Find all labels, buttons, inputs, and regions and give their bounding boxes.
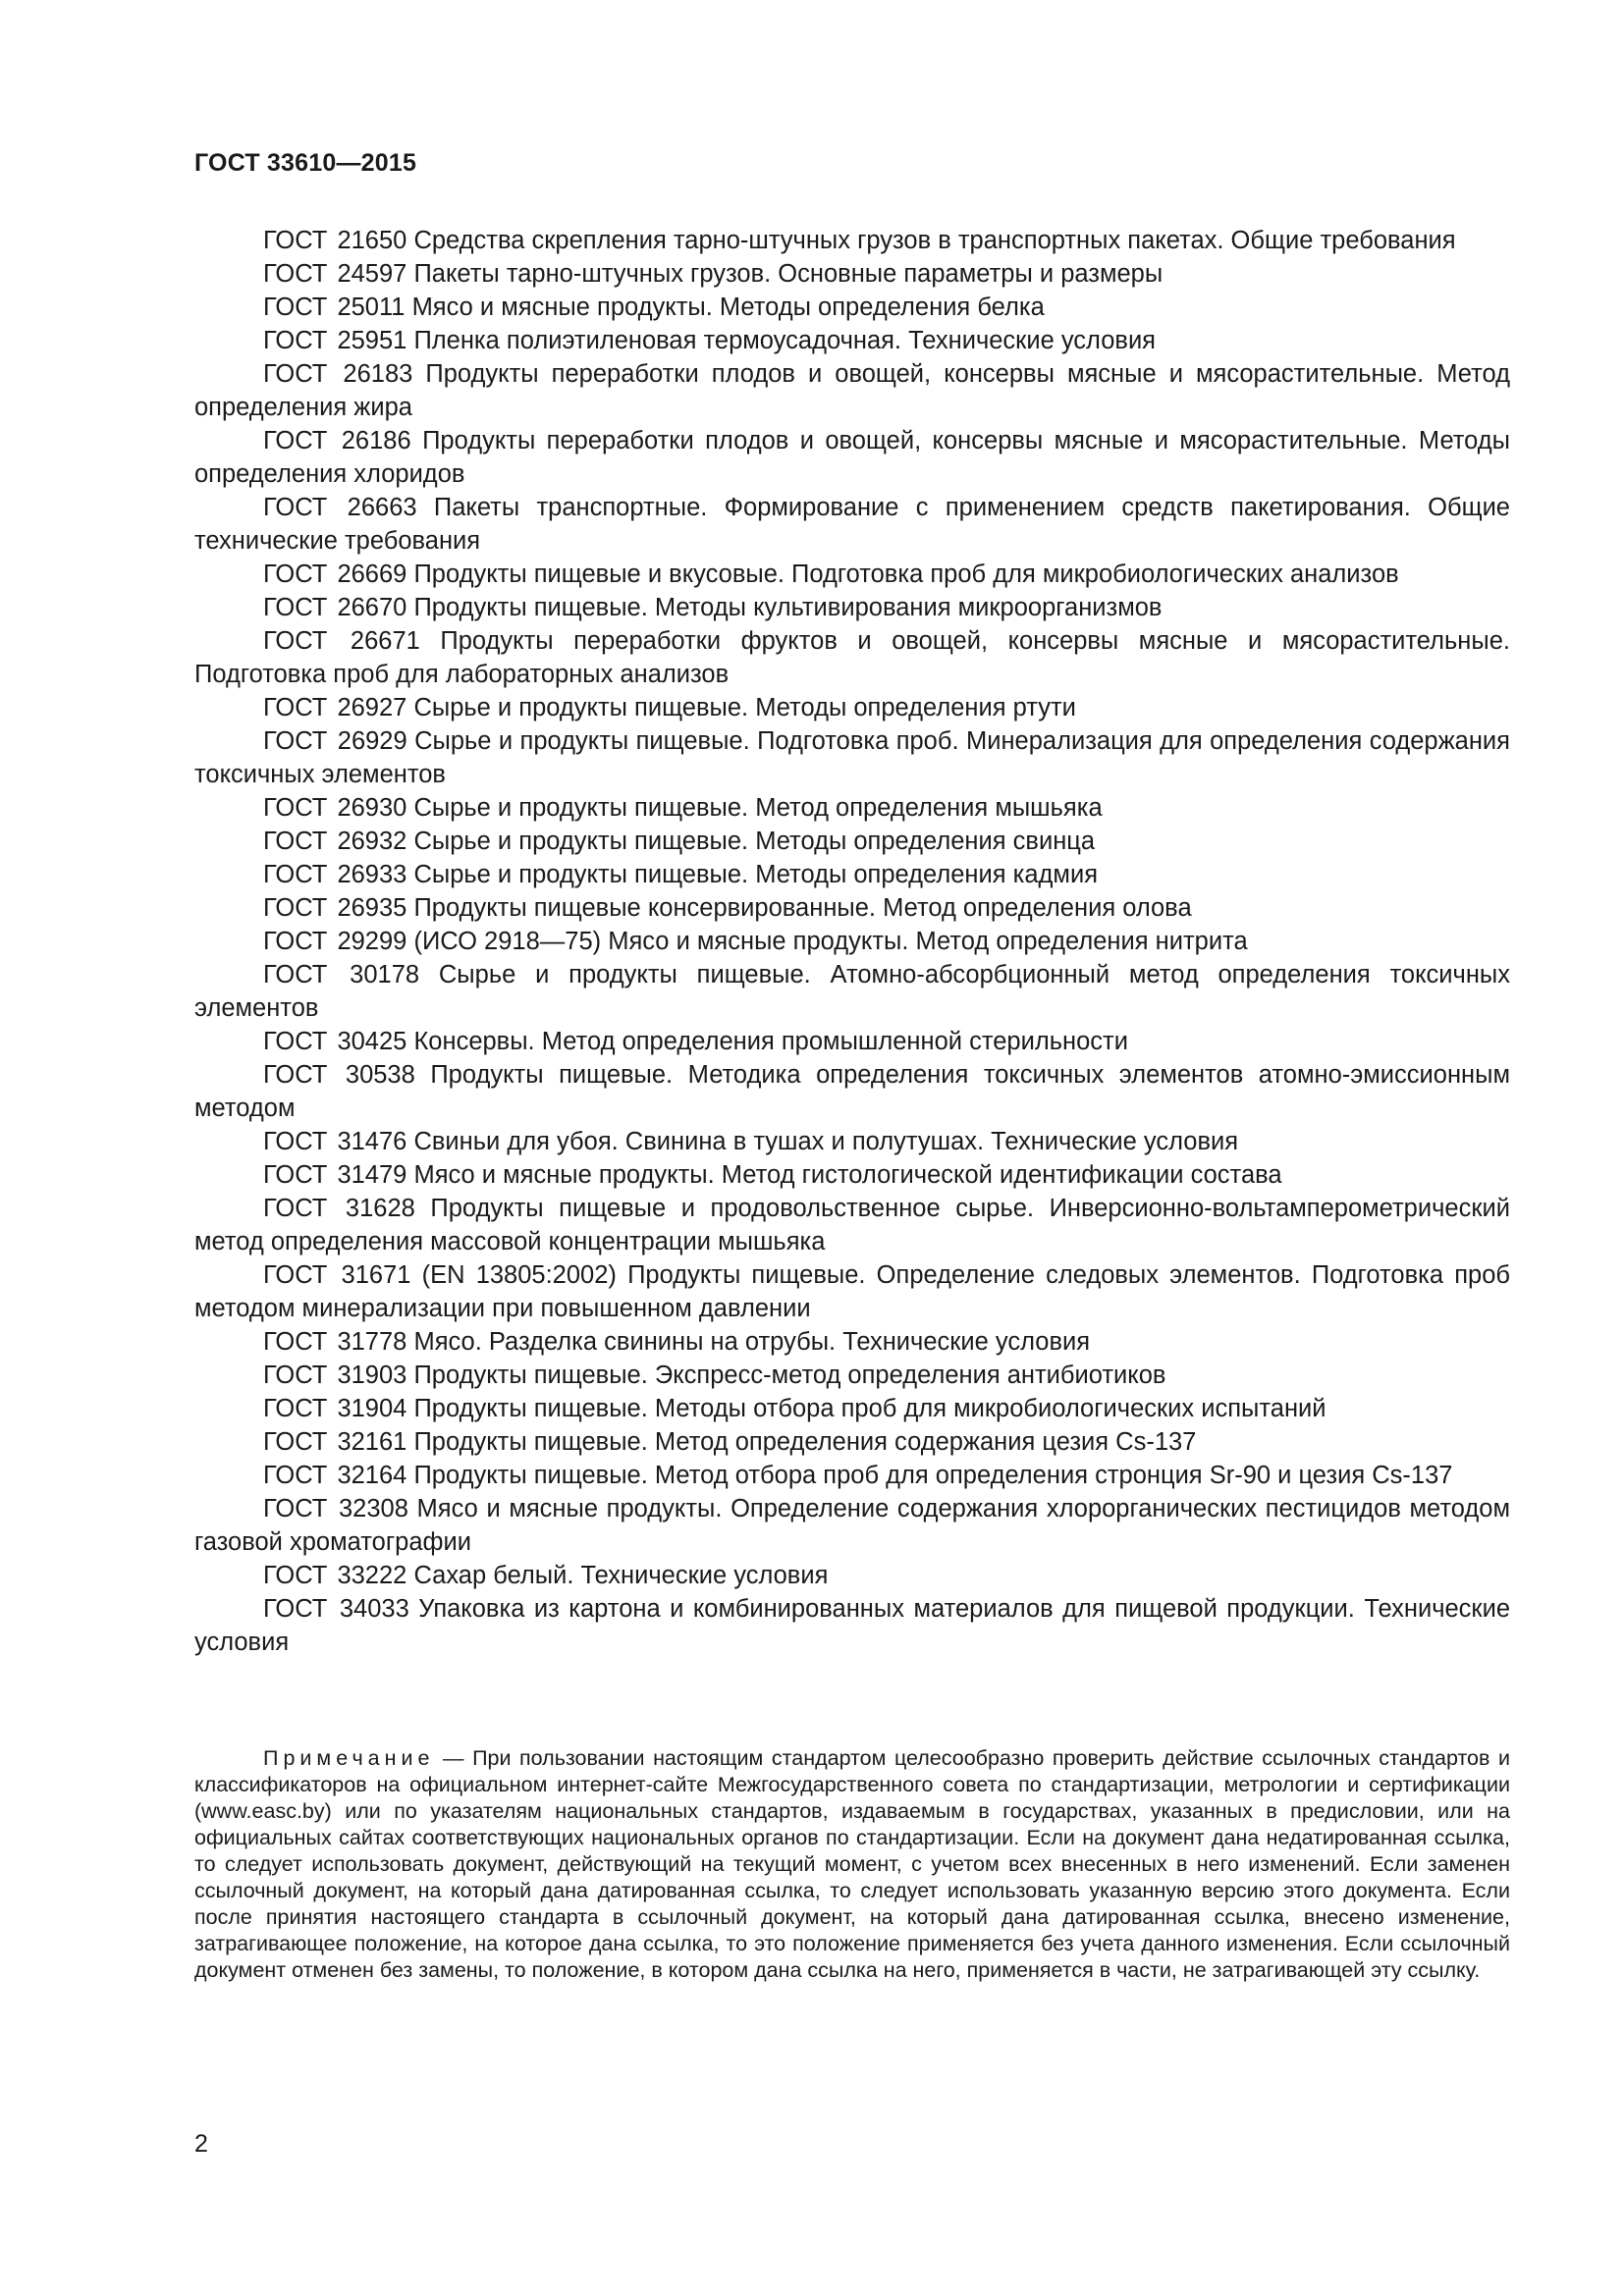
reference-code: ГОСТ 26183	[263, 360, 413, 388]
reference-title: Продукты пищевые. Экспресс-метод определения антибиотиков	[413, 1362, 1166, 1389]
reference-item	[194, 1158, 1510, 1192]
reference-code: ГОСТ 31904	[263, 1395, 407, 1422]
reference-title: Продукты пищевые. Метод отбора проб для определения стронция Sr-90 и цезия Cs-137	[413, 1462, 1453, 1489]
reference-code: ГОСТ 31903	[263, 1362, 407, 1389]
reference-title: Сырье и продукты пищевые. Методы определения свинца	[413, 828, 1096, 855]
reference-item	[194, 357, 1510, 424]
reference-code: ГОСТ 26671	[263, 627, 420, 655]
reference-item	[194, 424, 1510, 491]
reference-code: ГОСТ 29299	[263, 928, 407, 955]
reference-title: Мясо и мясные продукты. Определение содержания хлорорганических пестицидов методом газовой хроматографии	[194, 1495, 1510, 1556]
reference-item	[194, 958, 1510, 1025]
reference-code: ГОСТ 32164	[263, 1462, 407, 1489]
reference-item	[194, 891, 1510, 925]
reference-code: ГОСТ 32161	[263, 1428, 407, 1456]
reference-title: Сырье и продукты пищевые. Методы определения ртути	[413, 694, 1076, 721]
reference-title: Консервы. Метод определения промышленной стерильности	[413, 1028, 1128, 1055]
reference-item	[194, 1425, 1510, 1459]
reference-title: Продукты переработки плодов и овощей, консервы мясные и мясорастительные. Методы определения хлоридов	[194, 427, 1510, 488]
reference-title: Свиньи для убоя. Свинина в тушах и полутушах. Технические условия	[413, 1128, 1239, 1155]
note-paragraph	[194, 1745, 1510, 1984]
reference-code: ГОСТ 26663	[263, 494, 417, 521]
reference-item	[194, 925, 1510, 958]
reference-code: ГОСТ 34033	[263, 1595, 409, 1623]
reference-title: Сырье и продукты пищевые. Метод определения мышьяка	[413, 794, 1103, 822]
reference-code: ГОСТ 30538	[263, 1061, 415, 1089]
reference-code: ГОСТ 26927	[263, 694, 407, 721]
page-number: 2	[194, 2130, 208, 2158]
reference-item	[194, 1559, 1510, 1592]
reference-code: ГОСТ 25011	[263, 294, 406, 321]
reference-code: ГОСТ 31479	[263, 1161, 407, 1189]
reference-code: ГОСТ 26670	[263, 594, 407, 621]
reference-code: ГОСТ 26932	[263, 828, 407, 855]
reference-code: ГОСТ 31628	[263, 1195, 415, 1222]
reference-title: Продукты переработки фруктов и овощей, консервы мясные и мясорастительные. Подготовка проб для лабораторных анализов	[194, 627, 1510, 688]
reference-title: Продукты пищевые. Метод определения содержания цезия Cs-137	[413, 1428, 1197, 1456]
reference-code: ГОСТ 26935	[263, 894, 407, 922]
reference-title: Сахар белый. Технические условия	[413, 1562, 829, 1589]
reference-item	[194, 291, 1510, 324]
reference-title: Пакеты тарно-штучных грузов. Основные параметры и размеры	[413, 260, 1164, 288]
reference-title: Сырье и продукты пищевые. Атомно-абсорбционный метод определения токсичных элементов	[194, 961, 1510, 1022]
note-label: Примечание	[263, 1746, 435, 1770]
reference-item	[194, 825, 1510, 858]
reference-title: Пленка полиэтиленовая термоусадочная. Технические условия	[413, 327, 1156, 354]
reference-item	[194, 1492, 1510, 1559]
reference-code: ГОСТ 30425	[263, 1028, 407, 1055]
reference-item	[194, 1592, 1510, 1659]
reference-item	[194, 224, 1510, 257]
reference-code: ГОСТ 24597	[263, 260, 407, 288]
reference-title: Мясо и мясные продукты. Методы определения белка	[411, 294, 1045, 321]
reference-title: Сырье и продукты пищевые. Подготовка проб. Минерализация для определения содержания токсичных элементов	[194, 727, 1510, 788]
reference-title: Средства скрепления тарно-штучных грузов в транспортных пакетах. Общие требования	[413, 227, 1456, 254]
reference-title: Сырье и продукты пищевые. Методы определения кадмия	[413, 861, 1099, 888]
reference-item	[194, 724, 1510, 791]
document-header: ГОСТ 33610—2015	[194, 149, 417, 177]
reference-title: Продукты пищевые. Методы отбора проб для микробиологических испытаний	[413, 1395, 1326, 1422]
reference-title: Пакеты транспортные. Формирование с применением средств пакетирования. Общие технические требования	[194, 494, 1510, 555]
reference-code: ГОСТ 32308	[263, 1495, 408, 1522]
reference-code: ГОСТ 31476	[263, 1128, 407, 1155]
reference-title: Продукты пищевые и продовольственное сырье. Инверсионно-вольтамперометрический метод определения массовой концентрации мышьяка	[194, 1195, 1510, 1255]
reference-code: ГОСТ 26186	[263, 427, 411, 454]
reference-title: Продукты пищевые. Методы культивирования микроорганизмов	[413, 594, 1163, 621]
reference-item	[194, 324, 1510, 357]
reference-title: Продукты переработки плодов и овощей, консервы мясные и мясорастительные. Метод определения жира	[194, 360, 1510, 421]
reference-item	[194, 491, 1510, 558]
reference-item	[194, 624, 1510, 691]
reference-item	[194, 1025, 1510, 1058]
reference-code: ГОСТ 25951	[263, 327, 407, 354]
reference-title: Продукты пищевые. Методика определения токсичных элементов атомно-эмиссионным методом	[194, 1061, 1510, 1122]
reference-code: ГОСТ 30178	[263, 961, 420, 988]
reference-item	[194, 858, 1510, 891]
reference-item	[194, 1058, 1510, 1125]
reference-title: Упаковка из картона и комбинированных материалов для пищевой продукции. Технические условия	[194, 1595, 1511, 1656]
reference-code: ГОСТ 21650	[263, 227, 407, 254]
reference-code: ГОСТ 31778	[263, 1328, 407, 1356]
reference-code: ГОСТ 26933	[263, 861, 407, 888]
reference-item	[194, 591, 1510, 624]
reference-title: Продукты пищевые и вкусовые. Подготовка проб для микробиологических анализов	[413, 561, 1399, 588]
reference-item	[194, 791, 1510, 825]
reference-title: Мясо и мясные продукты. Метод гистологической идентификации состава	[413, 1161, 1282, 1189]
reference-code: ГОСТ 26929	[263, 727, 407, 755]
reference-code: ГОСТ 26669	[263, 561, 407, 588]
reference-item	[194, 558, 1510, 591]
reference-code: ГОСТ 26930	[263, 794, 407, 822]
reference-item	[194, 1359, 1510, 1392]
reference-title: Мясо. Разделка свинины на отрубы. Технические условия	[413, 1328, 1091, 1356]
reference-item	[194, 1192, 1510, 1258]
note-text: При пользовании настоящим стандартом целесообразно проверить действие ссылочных стандартов и классификаторов на официальном интернет-сайте Межгосударственного совета по стандартизации, метрологии и сертификации (www.easc.by) или по указателям национальных стандартов, издаваемым в государствах, указанных в предисловии, или на официальных сайтах соответствующих национальных органов по стандартизации. Если на документ дана недатированная ссылка, то следует использовать документ, действующий на текущий момент, с учетом всех внесенных в него изменений. Если заменен ссылочный документ, на который дана датированная ссылка, то следует использовать указанную версию этого документа. Если после принятия настоящего стандарта в ссылочный документ, на который дана датированная ссылка, внесено изменение, затрагивающее положение, на которое дана ссылка, то это положение применяется без учета данного изменения. Если ссылочный документ отменен без замены, то положение, в котором дана ссылка на него, применяется в части, не затрагивающей эту ссылку.	[194, 1746, 1510, 1982]
reference-code: ГОСТ 33222	[263, 1562, 407, 1589]
reference-item	[194, 257, 1510, 291]
reference-item	[194, 691, 1510, 724]
reference-title: Продукты пищевые консервированные. Метод определения олова	[413, 894, 1192, 922]
reference-item	[194, 1325, 1510, 1359]
reference-title: (ИСО 2918—75) Мясо и мясные продукты. Метод определения нитрита	[413, 928, 1248, 955]
reference-item	[194, 1459, 1510, 1492]
note-separator: —	[434, 1746, 473, 1770]
reference-title: (EN 13805:2002) Продукты пищевые. Определение следовых элементов. Подготовка проб методом минерализации при повышенном давлении	[194, 1261, 1510, 1322]
reference-item	[194, 1392, 1510, 1425]
reference-item	[194, 1258, 1510, 1325]
reference-code: ГОСТ 31671	[263, 1261, 411, 1289]
reference-item	[194, 1125, 1510, 1158]
normative-references-list	[194, 224, 1510, 1659]
